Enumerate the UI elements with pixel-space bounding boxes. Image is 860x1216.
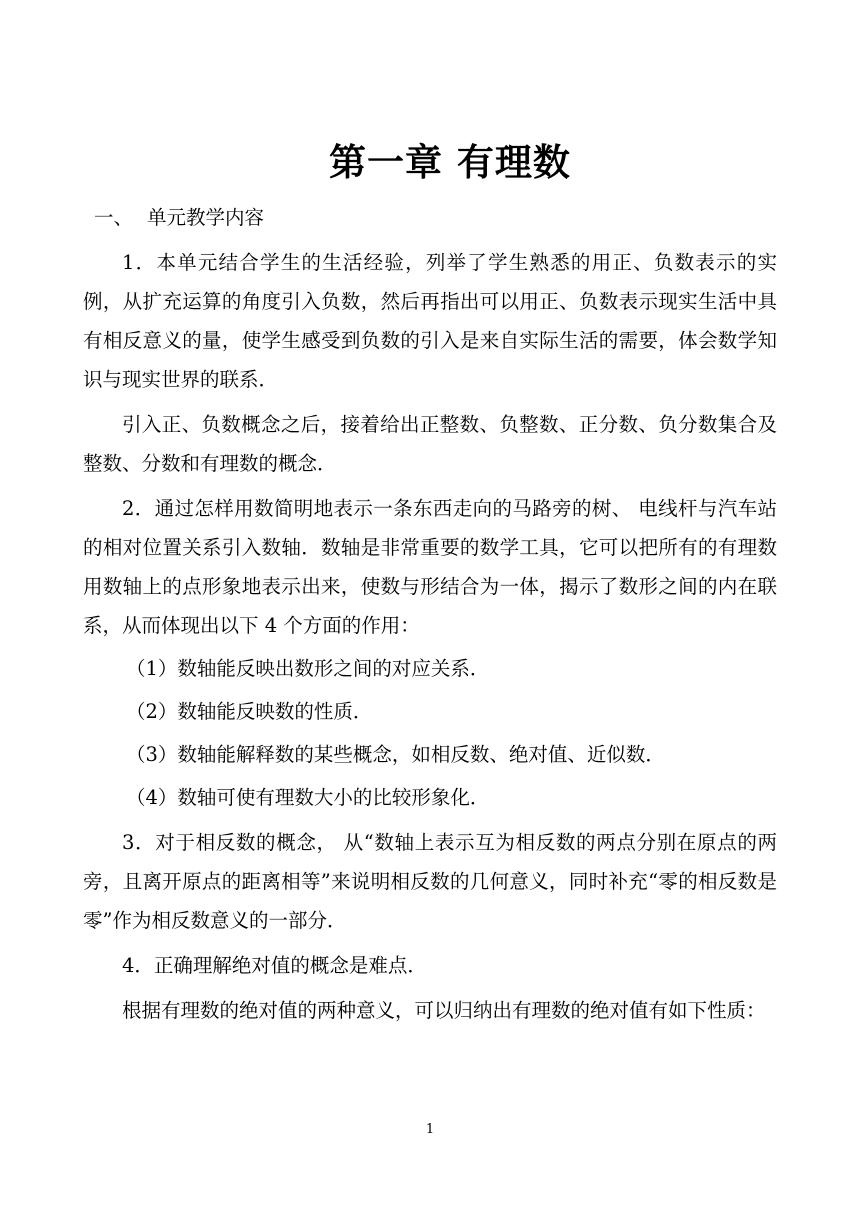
list-item: （4）数轴可使有理数大小的比较形象化．: [126, 786, 490, 809]
list-item: （3）数轴能解释数的某些概念，如相反数、绝对值、近似数．: [126, 743, 665, 766]
list-item: （1）数轴能反映出数形之间的对应关系．: [126, 657, 490, 680]
section-heading: [83, 198, 777, 237]
paragraph-1: 1．本单元结合学生的生活经验，列举了学生熟悉的用正、负数表示的实例，从扩充运算的角度引入负数，然后再指出可以用正、负数表示现实生活中具有相反意义的量，使学生感受到负数的引入是来自实际生活的需要，体会数学知识与现实世界的联系．: [83, 251, 777, 391]
page-number: 1: [425, 1122, 435, 1137]
paragraph-3: 2．通过怎样用数简明地表示一条东西走向的马路旁的树、 电线杆与汽车站的相对位置关系引入数轴．数轴是非常重要的数学工具，它可以把所有的有理数用数轴上的点形象地表示出来，使数与形结合为一体，揭示了数形之间的内在联系，从而体现出以下 4 个方面的作用：: [83, 497, 777, 637]
chapter-title: 第一章 有理数: [329, 140, 571, 184]
document-body: [83, 198, 777, 1030]
section-heading-text: 单元教学内容: [147, 206, 265, 229]
numberline-function-list: [83, 649, 777, 817]
paragraph-5: 4．正确理解绝对值的概念是难点．: [122, 954, 427, 977]
paragraph-6: 根据有理数的绝对值的两种意义，可以归纳出有理数的绝对值有如下性质：: [122, 999, 766, 1022]
section-number: 一、: [94, 206, 134, 229]
paragraph-4: 3．对于相反数的概念， 从“数轴上表示互为相反数的两点分别在原点的两旁，且离开原点的距离相等”来说明相反数的几何意义，同时补充“零的相反数是零”作为相反数意义的一部分．: [83, 831, 777, 932]
paragraph-2: 引入正、负数概念之后，接着给出正整数、负整数、正分数、负分数集合及整数、分数和有理数的概念．: [83, 413, 777, 475]
list-item: （2）数轴能反映数的性质．: [126, 700, 373, 723]
